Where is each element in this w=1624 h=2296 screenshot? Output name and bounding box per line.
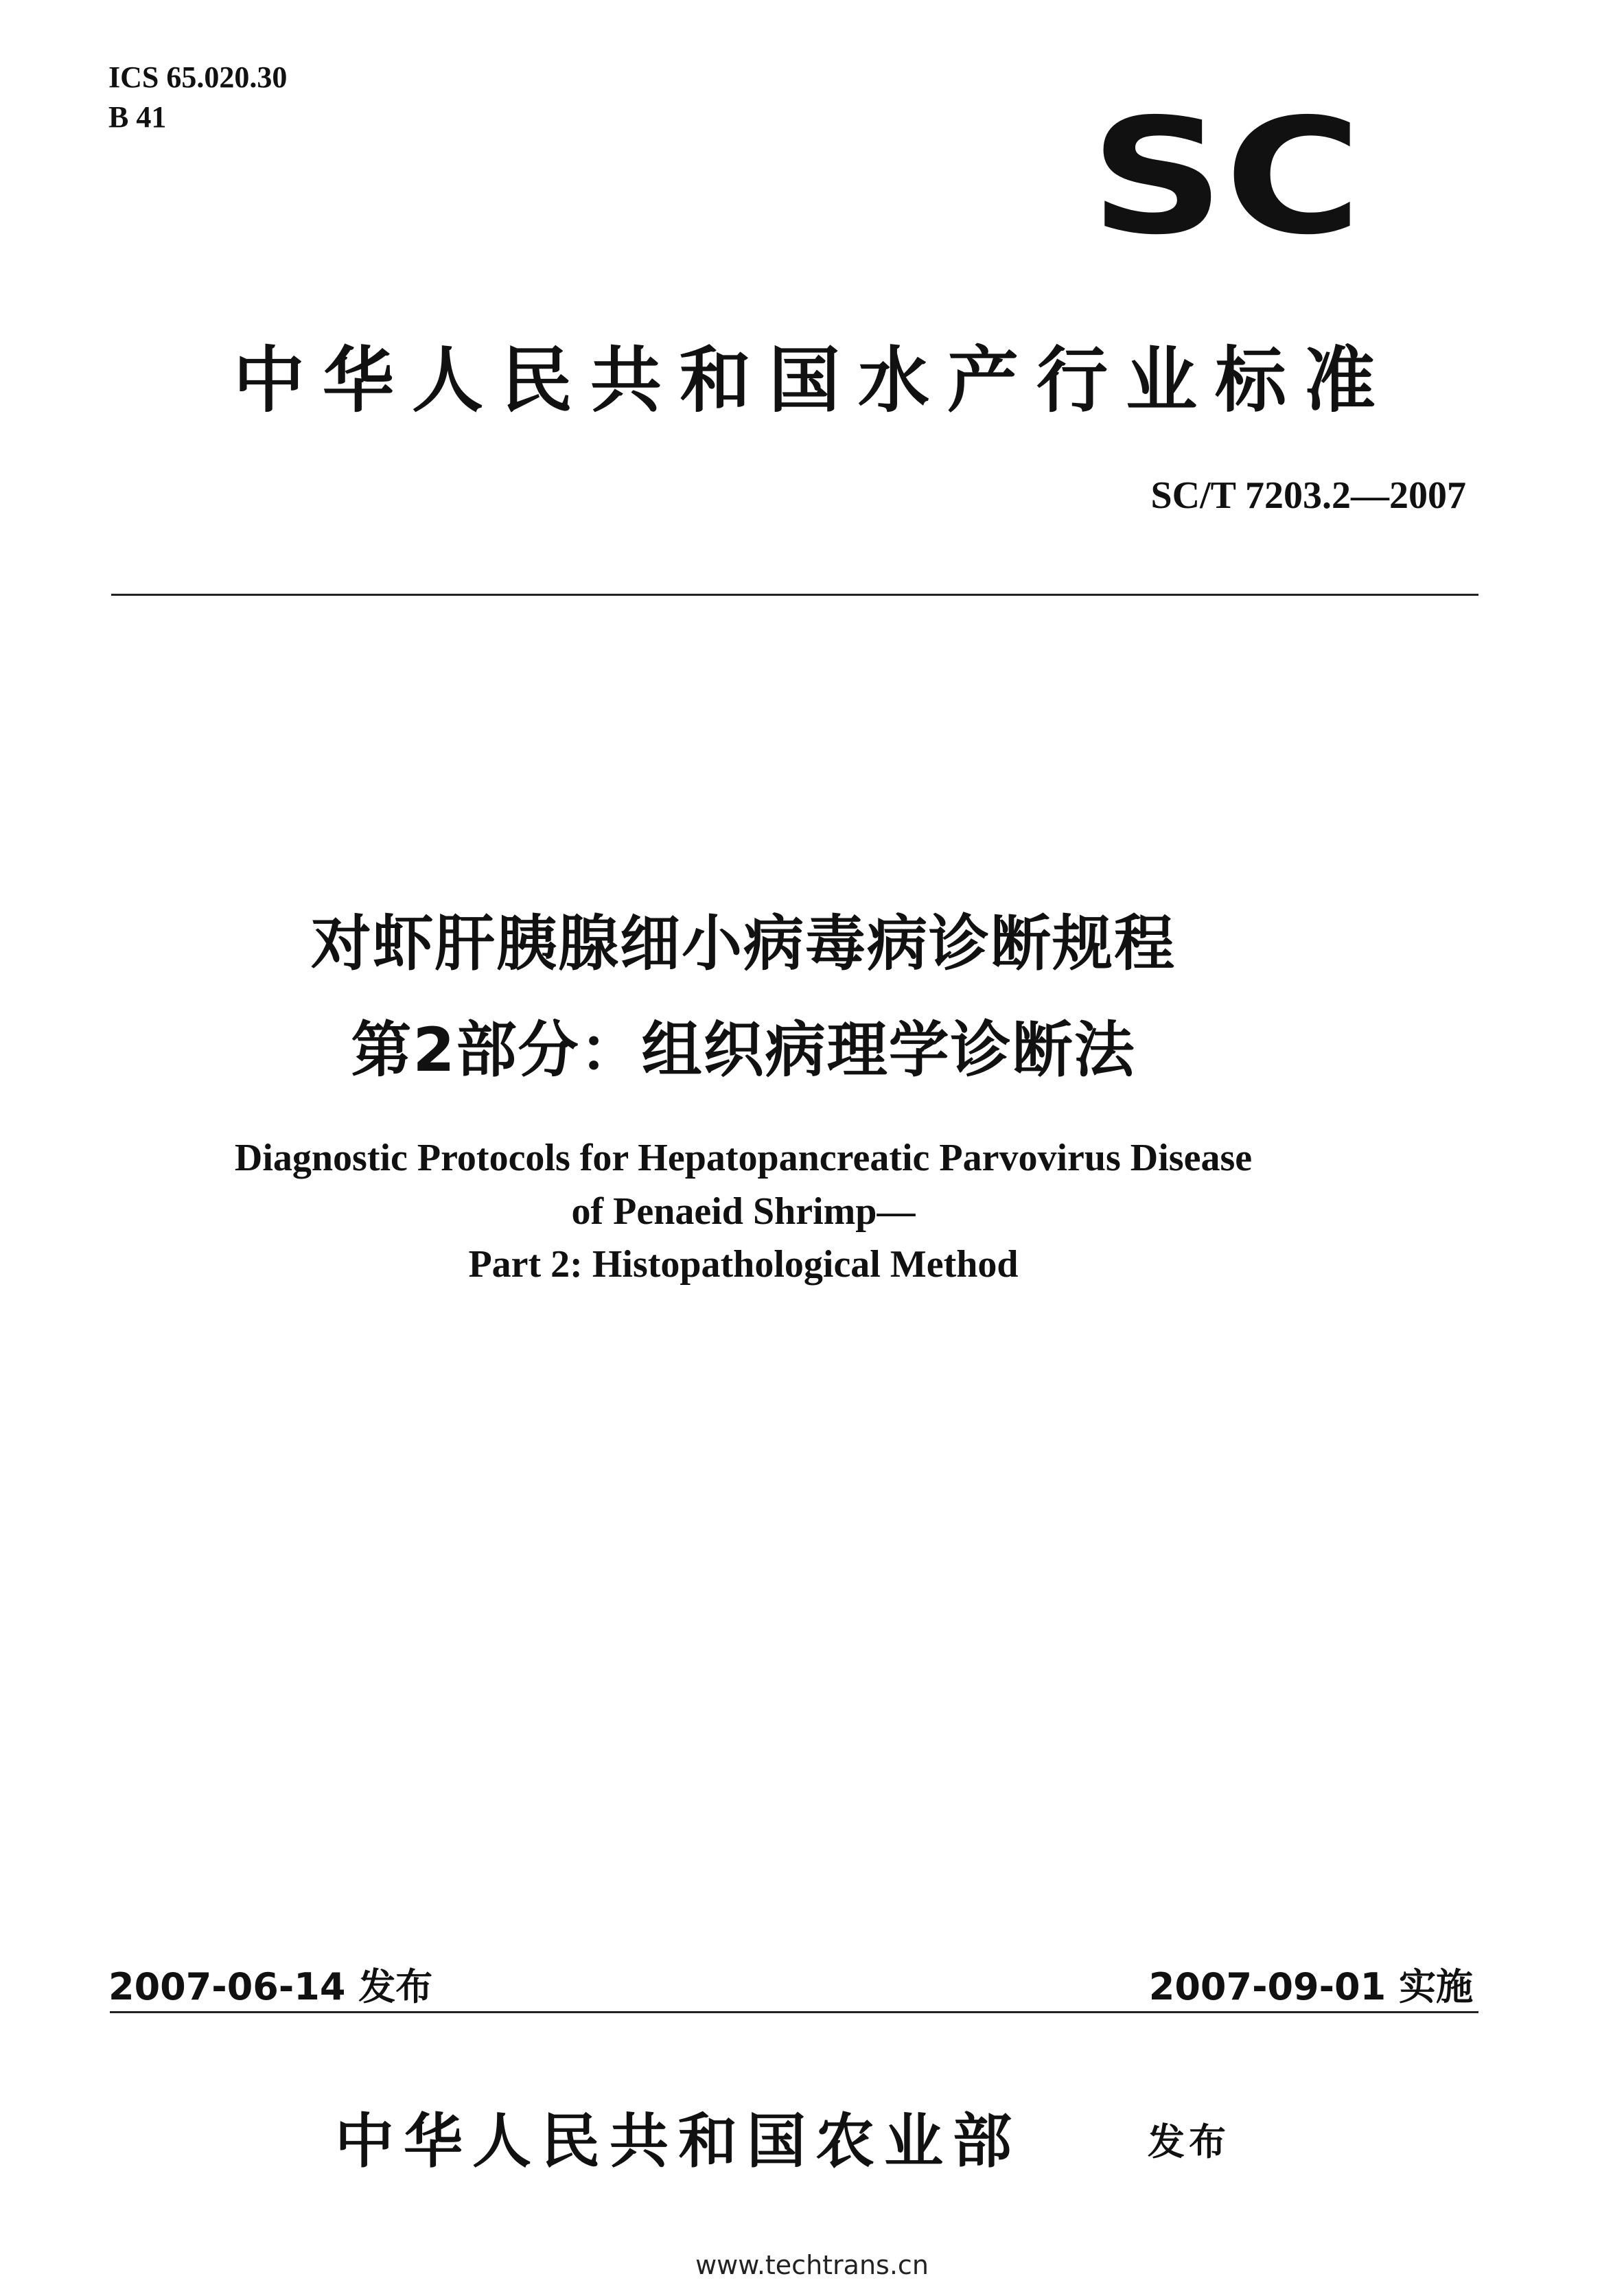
ics-code: ICS 65.020.30 bbox=[108, 60, 288, 94]
sc-logo bbox=[1089, 110, 1363, 240]
issue-date: 2007-06-14 发布 bbox=[108, 1965, 433, 2008]
title-en-line2: of Penaeid Shrimp— bbox=[571, 1190, 916, 1233]
title-cn-line1: 对虾肝胰腺细小病毒病诊断规程 bbox=[310, 908, 1176, 979]
bottom-divider bbox=[110, 2011, 1478, 2013]
top-divider bbox=[111, 594, 1478, 596]
publisher-verb: 发布 bbox=[1148, 2120, 1230, 2164]
sc-logo-text: SC bbox=[1090, 110, 1362, 240]
standard-type: 中华人民共和国水产行业标准 bbox=[233, 338, 1393, 422]
standard-number: SC/T 7203.2—2007 bbox=[1150, 474, 1466, 517]
ccs-code: B 41 bbox=[108, 100, 167, 134]
publisher-name: 中华人民共和国农业部 bbox=[335, 2107, 1021, 2176]
implementation-date: 2007-09-01 实施 bbox=[1148, 1965, 1473, 2008]
title-en-line3: Part 2: Histopathological Method bbox=[468, 1243, 1019, 1286]
title-cn-line2: 第2部分：组织病理学诊断法 bbox=[351, 1014, 1136, 1085]
title-en-line1: Diagnostic Protocols for Hepatopancreatic Parvovirus Disease bbox=[234, 1137, 1253, 1179]
classification-codes bbox=[108, 58, 287, 137]
footer-url: www.techtrans.cn bbox=[695, 2250, 929, 2280]
standard-type-heading bbox=[0, 323, 1624, 426]
